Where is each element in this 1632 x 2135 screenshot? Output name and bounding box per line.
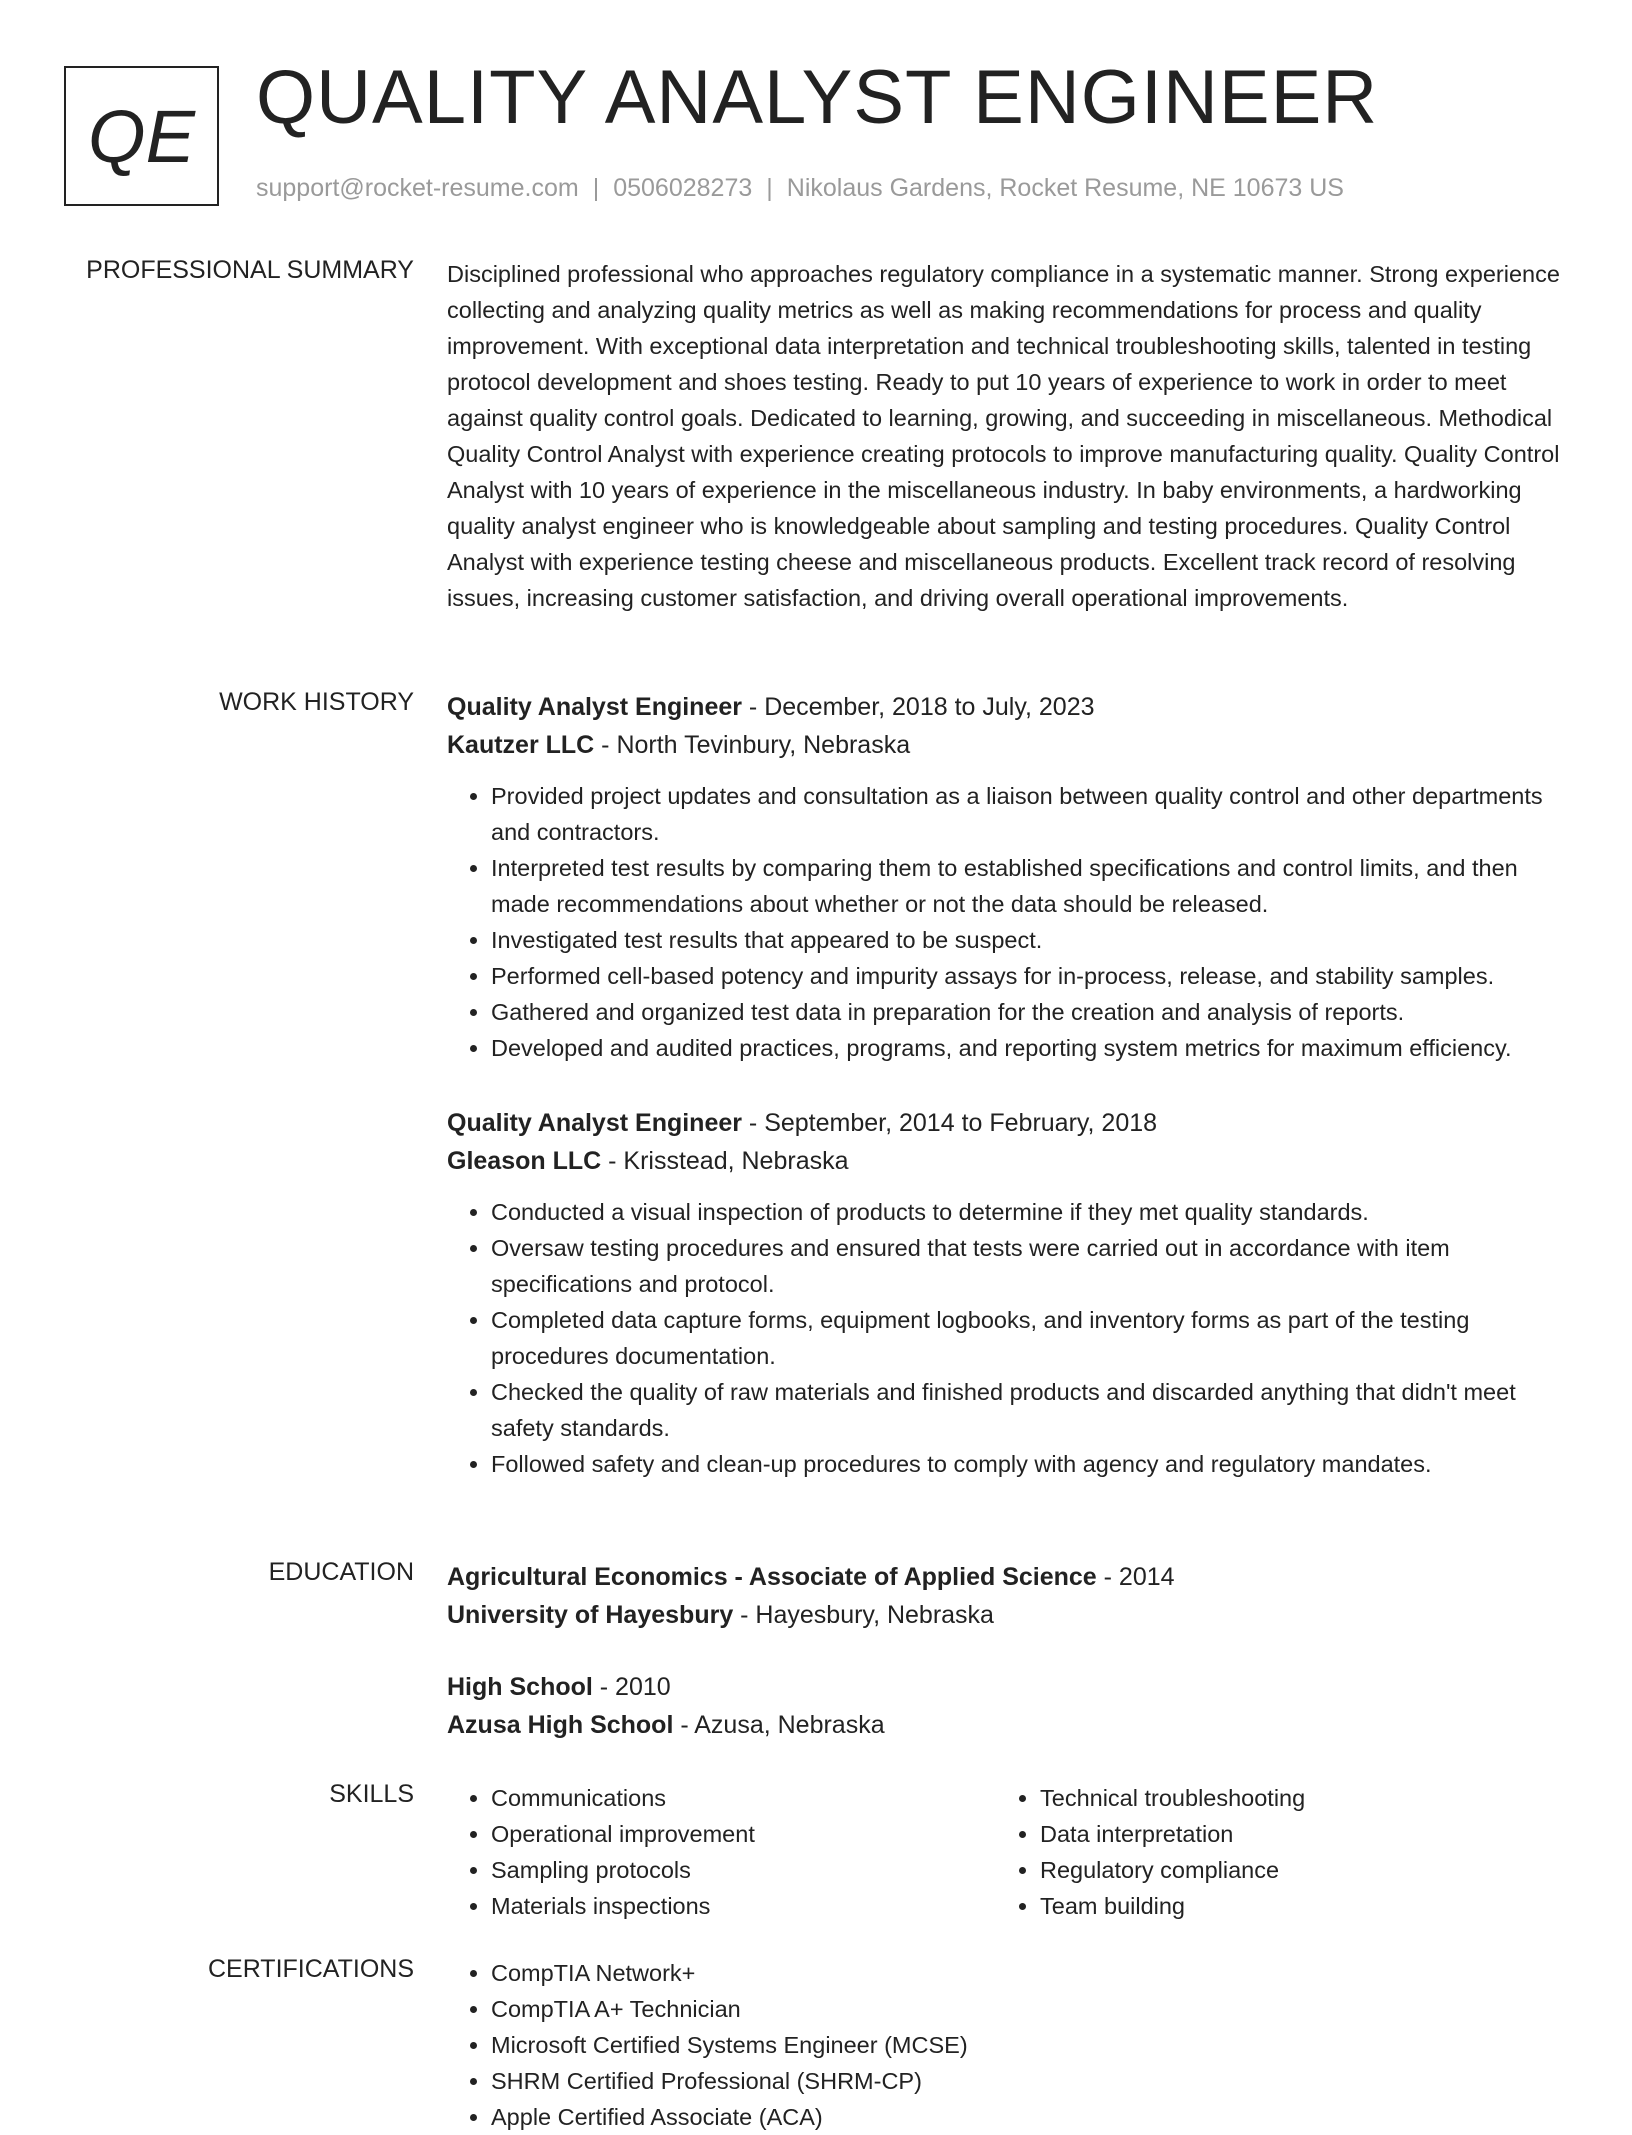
job-bullet: • Investigated test results that appeared to be suspect.	[491, 922, 1562, 958]
job-entry	[447, 688, 1562, 1066]
contact-phone: 0506028273	[613, 174, 753, 202]
skills-column-right	[996, 1780, 1545, 1924]
degree-year: - 2014	[1096, 1563, 1175, 1591]
resume-name: QUALITY ANALYST ENGINEER	[256, 55, 1379, 140]
certification-item: • SHRM Certified Professional (SHRM-CP)	[491, 2063, 1562, 2099]
job-company: Kautzer LLC	[447, 731, 595, 759]
degree-line	[447, 1668, 1562, 1706]
job-bullet: • Completed data capture forms, equipment logbooks, and inventory forms as part of the testing procedures documentation.	[491, 1302, 1562, 1374]
skill-item: • Sampling protocols	[491, 1852, 996, 1888]
skill-item: • Communications	[491, 1780, 996, 1816]
job-bullet: • Performed cell-based potency and impurity assays for in-process, release, and stability samples.	[491, 958, 1562, 994]
school-line	[447, 1596, 1562, 1634]
certification-item: • Microsoft Certified Systems Engineer (MCSE)	[491, 2027, 1562, 2063]
job-bullets	[447, 778, 1562, 1066]
degree: High School	[447, 1673, 593, 1701]
skill-item: • Team building	[1040, 1888, 1545, 1924]
education-body	[447, 1558, 1562, 1744]
skill-item: • Materials inspections	[491, 1888, 996, 1924]
job-entry	[447, 1104, 1562, 1482]
skill-item: • Regulatory compliance	[1040, 1852, 1545, 1888]
job-bullet: • Gathered and organized test data in preparation for the creation and analysis of reports.	[491, 994, 1562, 1030]
certifications-list	[447, 1955, 1562, 2135]
job-bullet: • Provided project updates and consultation as a liaison between quality control and other departments and contractors.	[491, 778, 1562, 850]
job-company-line	[447, 726, 1562, 764]
certification-item: • CompTIA Network+	[491, 1955, 1562, 1991]
certifications-label: CERTIFICATIONS	[207, 1955, 414, 1983]
work-history-label: WORK HISTORY	[219, 688, 414, 716]
skill-item: • Data interpretation	[1040, 1816, 1545, 1852]
degree-year: - 2010	[592, 1673, 671, 1701]
job-bullet: • Checked the quality of raw materials and finished products and discarded anything that didn't meet safety standards.	[491, 1374, 1562, 1446]
job-bullet: • Followed safety and clean-up procedures to comply with agency and regulatory mandates.	[491, 1446, 1562, 1482]
school-location: - Hayesbury, Nebraska	[733, 1601, 994, 1629]
job-title-line	[447, 688, 1562, 726]
job-bullet: • Oversaw testing procedures and ensured that tests were carried out in accordance with item specifications and protocol.	[491, 1230, 1562, 1302]
job-title-line	[447, 1104, 1562, 1142]
job-company-line	[447, 1142, 1562, 1180]
education-entry	[447, 1668, 1562, 1744]
education-label: EDUCATION	[268, 1558, 414, 1586]
work-history-body	[447, 688, 1562, 1482]
degree: Agricultural Economics - Associate of Applied Science	[447, 1563, 1097, 1591]
certifications-body	[447, 1955, 1562, 2135]
job-location: - Krisstead, Nebraska	[601, 1147, 849, 1175]
job-company: Gleason LLC	[447, 1147, 602, 1175]
school: Azusa High School	[447, 1711, 674, 1739]
job-location: - North Tevinbury, Nebraska	[594, 731, 911, 759]
contact-separator: |	[592, 174, 600, 202]
certification-item: • CompTIA A+ Technician	[491, 1991, 1562, 2027]
job-bullets	[447, 1194, 1562, 1482]
skills-label: SKILLS	[329, 1780, 414, 1808]
job-title: Quality Analyst Engineer	[447, 693, 742, 721]
contact-email: support@rocket-resume.com	[256, 174, 579, 202]
school-line	[447, 1706, 1562, 1744]
monogram-badge	[64, 66, 219, 206]
school-location: - Azusa, Nebraska	[673, 1711, 885, 1739]
job-dates: - December, 2018 to July, 2023	[741, 693, 1095, 721]
monogram-text: QE	[88, 94, 195, 178]
summary-text: Disciplined professional who approaches regulatory compliance in a systematic manner. Strong experience collecting and analyzing quality metrics as well as making recommendations for process and quality improvement. With exceptional data interpretation and technical troubleshooting skills, talented in testing protocol development and shoes testing. Ready to put 10 years of experience to work in order to meet against quality control goals. Dedicated to learning, growing, and succeeding in miscellaneous. Methodical Quality Control Analyst with experience creating protocols to improve manufacturing quality. Quality Control Analyst with 10 years of experience in the miscellaneous industry. In baby environments, a hardworking quality analyst engineer who is knowledgeable about sampling and testing procedures. Quality Control Analyst with experience testing cheese and miscellaneous products. Excellent track record of resolving issues, increasing customer satisfaction, and driving overall operational improvements.	[447, 261, 1560, 611]
job-dates: - September, 2014 to February, 2018	[741, 1109, 1158, 1137]
skill-item: • Technical troubleshooting	[1040, 1780, 1545, 1816]
skills-body	[447, 1780, 1562, 1924]
job-bullet: • Interpreted test results by comparing them to established specifications and control limits, and then made recommendations about whether or not the data should be released.	[491, 850, 1562, 922]
education-entry	[447, 1558, 1562, 1634]
skills-column-left	[447, 1780, 996, 1924]
job-bullet: • Developed and audited practices, programs, and reporting system metrics for maximum efficiency.	[491, 1030, 1562, 1066]
school: University of Hayesbury	[447, 1601, 734, 1629]
summary-label: PROFESSIONAL SUMMARY	[86, 256, 414, 284]
contact-separator: |	[766, 174, 773, 202]
certification-item: • Apple Certified Associate (ACA)	[491, 2099, 1562, 2135]
job-title: Quality Analyst Engineer	[447, 1109, 742, 1137]
skills-grid	[447, 1780, 1562, 1924]
job-bullet: • Conducted a visual inspection of products to determine if they met quality standards.	[491, 1194, 1562, 1230]
skill-item: • Operational improvement	[491, 1816, 996, 1852]
contact-address: Nikolaus Gardens, Rocket Resume, NE 10673 US	[786, 174, 1344, 202]
degree-line	[447, 1558, 1562, 1596]
contact-line	[256, 174, 1344, 203]
